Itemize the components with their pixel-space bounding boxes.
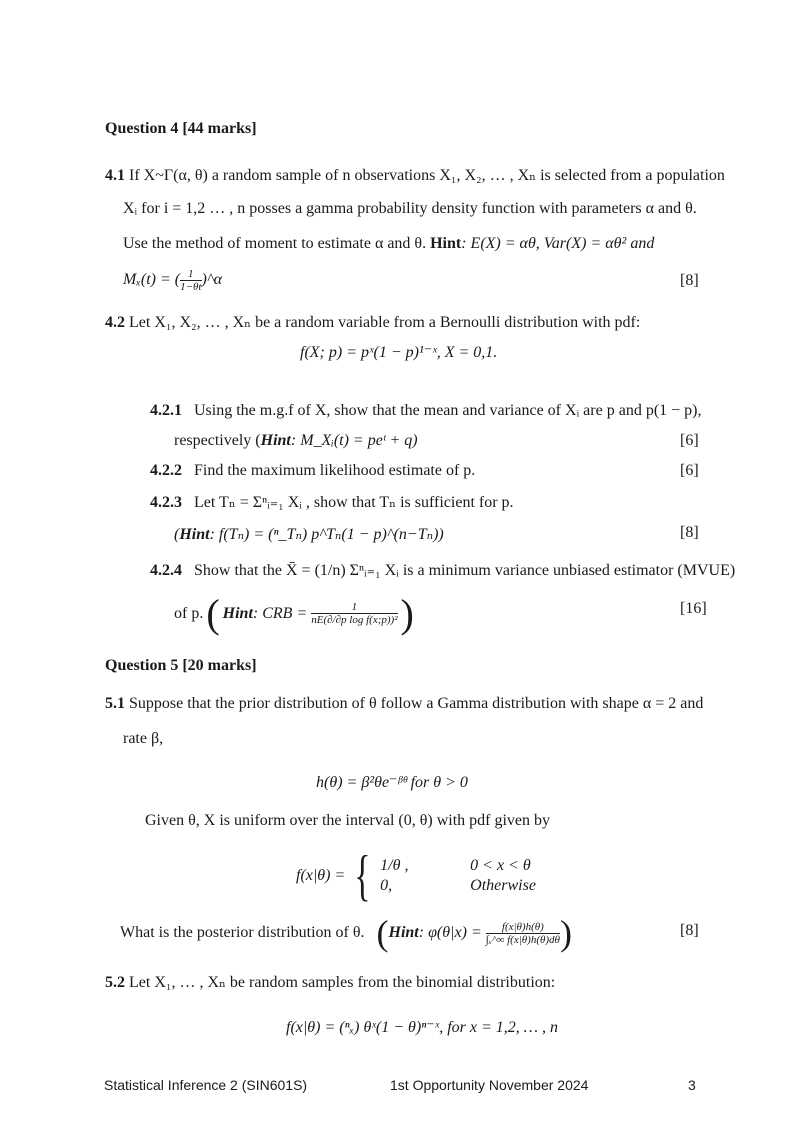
case1-value: 1/θ , [380, 857, 409, 874]
hint-expr: : E(X) = αθ, Var(X) = αθ² and [461, 235, 655, 252]
hint-numerator: f(x|θ)h(θ) [486, 921, 560, 934]
q424-marks: [16] [680, 600, 707, 617]
hint-denominator: ∫ₓ^∞ f(x|θ)h(θ)dθ [485, 933, 560, 946]
hint-label: Hint [388, 924, 419, 941]
q52-line1 [105, 972, 555, 992]
q422-number: 4.2.2 [150, 462, 182, 479]
q423-text: Let Tₙ = Σⁿᵢ₌₁ Xᵢ , show that Tₙ is sufficient for p. [194, 494, 514, 511]
case2-value: 0, [380, 877, 393, 894]
footer-course: Statistical Inference 2 (SIN601S) [104, 1077, 308, 1093]
q41-text: If X~Γ(α, θ) a random sample of n observations X₁, X₂, … , Xₙ is selected from a population [129, 167, 725, 184]
footer-opportunity: 1st Opportunity November 2024 [390, 1077, 589, 1093]
q421-line1 [150, 402, 702, 420]
q41-number: 4.1 [105, 167, 125, 184]
q52-text: Let X₁, … , Xₙ be random samples from the binomial distribution: [129, 974, 556, 991]
q51-question: What is the posterior distribution of θ. ( Hint : φ(θ|x) = $\frac{f(x|\theta)h(\theta)}{\text{∫ₓ\textasciicircum{}∞ f(x|θ)h(θ)dθ}}$ ) [120, 913, 572, 953]
crb-den: nE(∂/∂p log f(x;p))² [311, 614, 398, 626]
case1-condition: 0 < x < θ [470, 857, 531, 874]
q421-marks: [6] [680, 432, 699, 449]
question-4-heading: Question 4 [44 marks] [105, 120, 257, 137]
q422-text: Find the maximum likelihood estimate of p. [194, 462, 476, 479]
q422-marks: [6] [680, 462, 699, 479]
case2-condition: Otherwise [470, 877, 536, 894]
q424-hint: of p. ( Hint : CRB = $\frac{1}{\text{nE(∂/∂p log f(x;p))²}}$ ) [174, 591, 414, 636]
q41-mgf [123, 268, 222, 293]
q423-marks: [8] [680, 524, 699, 541]
q52-pdf: f(x|θ) = (ⁿₓ) θˣ(1 − θ)ⁿ⁻ˣ, for x = 1,2, … , n [286, 1019, 558, 1036]
hint-expr: : f(Tₙ) = (ⁿ_Tₙ) p^Tₙ(1 − p)^(n−Tₙ) [209, 526, 439, 543]
q41-text3: Use the method of moment to estimate α and θ. [123, 235, 427, 252]
pdf-lhs: f(x|θ) = [296, 867, 346, 884]
q423-number: 4.2.3 [150, 494, 182, 511]
q42-text: Let X₁, X₂, … , Xₙ be a random variable from a Bernoulli distribution with pdf: [129, 314, 641, 331]
q421-number: 4.2.1 [150, 402, 182, 419]
q51-text: Suppose that the prior distribution of θ follow a Gamma distribution with shape α = 2 and [129, 695, 704, 712]
q421-line2 [174, 432, 418, 450]
q41-marks: [8] [680, 272, 699, 289]
q51-number: 5.1 [105, 695, 125, 712]
q51-line2: rate β, [123, 730, 164, 747]
q424-line [150, 560, 735, 580]
q423-hint: (Hint: f(Tₙ) = (ⁿ_Tₙ) p^Tₙ(1 − p)^(n−Tₙ)) [174, 526, 444, 543]
mgf-num: 1 [180, 268, 201, 281]
q51-question-text: What is the posterior distribution of θ. [120, 924, 365, 941]
q41-line2: Xᵢ for i = 1,2 … , n posses a gamma probability density function with parameters α and θ. [123, 200, 697, 217]
q421-text2: respectively ( [174, 432, 261, 449]
hint-label: Hint [222, 604, 253, 622]
hint-label: Hint [430, 235, 462, 252]
q423-line [150, 492, 514, 512]
q51-line1 [105, 695, 703, 713]
q42-pdf: f(X; p) = pˣ(1 − p)¹⁻ˣ, X = 0,1. [300, 344, 498, 361]
q52-number: 5.2 [105, 974, 125, 991]
q41-line3 [123, 235, 654, 253]
mgf-lhs: Mₓ(t) = ( [123, 271, 181, 289]
q51-marks: [8] [680, 922, 699, 939]
q51-given: Given θ, X is uniform over the interval (0, θ) with pdf given by [145, 812, 551, 829]
mgf-rhs: )^α [201, 271, 222, 289]
q424-text: Show that the X̄ = (1/n) Σⁿᵢ₌₁ Xᵢ is a minimum variance unbiased estimator (MVUE) [194, 562, 736, 579]
question-5-heading: Question 5 [20 marks] [105, 657, 257, 674]
hint-label: Hint [260, 432, 291, 449]
q421-text: Using the m.g.f of X, show that the mean and variance of Xᵢ are p and p(1 − p), [194, 402, 702, 419]
q51-prior: h(θ) = β²θe⁻ᵝᶿ for θ > 0 [316, 774, 468, 791]
crb-num: 1 [311, 601, 397, 614]
footer-page-number: 3 [688, 1077, 696, 1093]
hint-expr: : CRB = [252, 604, 308, 622]
hint-label: Hint [179, 526, 210, 543]
q51-piecewise-pdf: f(x|θ) = { 1/θ , 0 < x < θ 0, Otherwise [296, 848, 590, 904]
hint-expr: : M_Xᵢ(t) = peᵗ + q) [290, 432, 418, 449]
q424-number: 4.2.4 [150, 562, 182, 579]
q42-line1 [105, 312, 640, 332]
hint-expr: : φ(θ|x) = [418, 924, 482, 941]
q41-line1 [105, 165, 725, 185]
q42-number: 4.2 [105, 314, 125, 331]
mgf-den: 1−θt [180, 281, 202, 293]
q424-text2: of p. [174, 604, 204, 622]
q422-line [150, 462, 475, 480]
